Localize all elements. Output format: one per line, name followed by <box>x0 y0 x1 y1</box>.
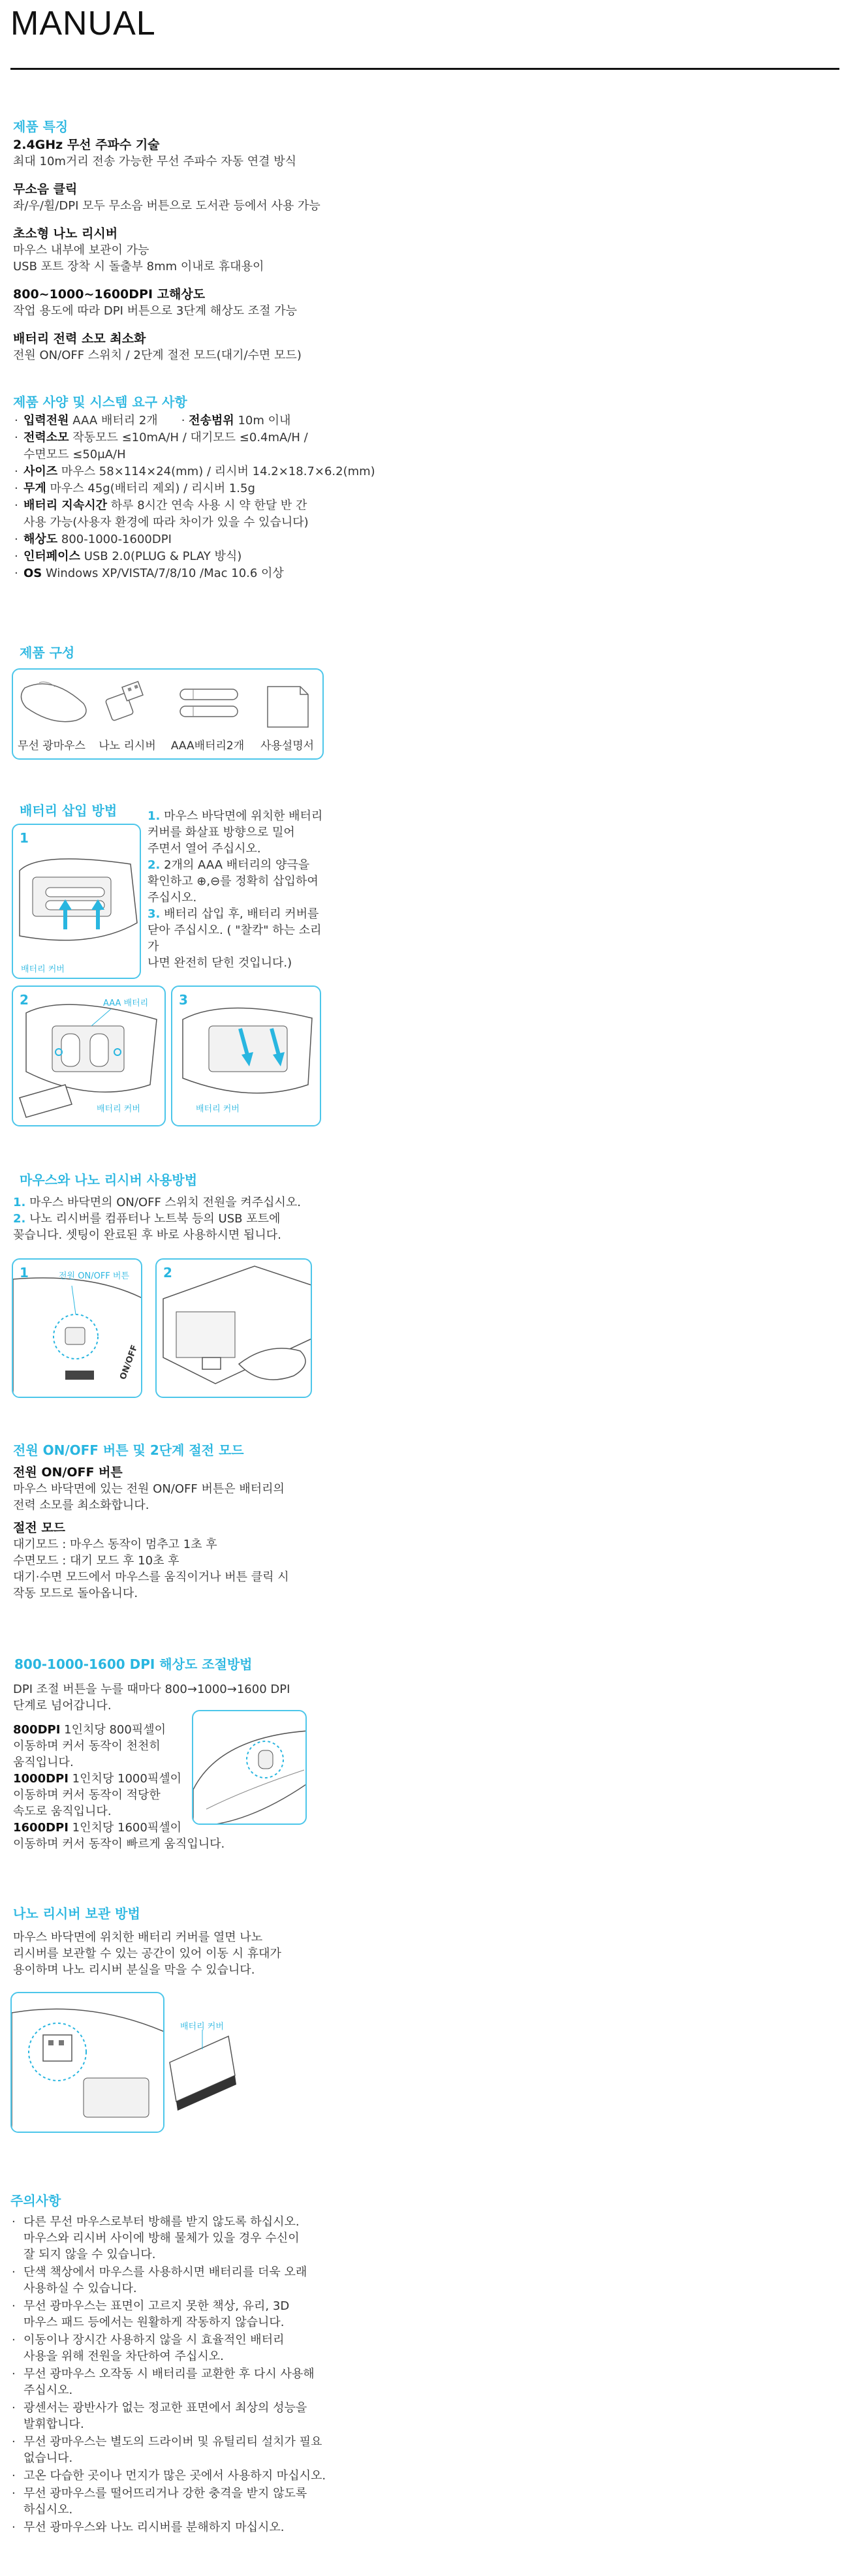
spec-key: 인터페이스 <box>23 550 80 563</box>
dpi-heading: 800-1000-1600 DPI 해상도 조절방법 <box>14 1656 253 1672</box>
dpi-key: 1600DPI <box>13 1821 69 1835</box>
caution-item: · 무선 광마우스를 떨어뜨리거나 강한 충격을 받지 않도록 하십시오. <box>9 2485 427 2518</box>
spec-val: 수면모드 ≤50μA/H <box>23 448 126 461</box>
spec-item <box>14 531 471 548</box>
component-label: 사용설명서 <box>260 739 315 753</box>
power-button-caption: 전원 ON/OFF 버튼 <box>59 1271 130 1281</box>
step-text: 나노 리시버를 컴퓨터나 노트북 등의 USB 포트에 <box>29 1212 281 1226</box>
dpi-text: 1인치당 800픽셀이 <box>64 1723 166 1737</box>
dpi-intro-line: DPI 조절 버튼을 누를 때마다 800→1000→1600 DPI <box>13 1683 290 1696</box>
spec-val: 800-1000-1600DPI <box>61 533 172 546</box>
dpi-text: 1인치당 1000픽셀이 <box>72 1772 181 1786</box>
spec-key: 사이즈 <box>23 465 58 478</box>
usage-figure-1 <box>12 1258 142 1398</box>
caution-list <box>9 2214 427 2537</box>
spec-key: 전력소모 <box>23 431 69 444</box>
caution-item: · 광센서는 광반사가 없는 정교한 표면에서 최상의 성능을 발휘합니다. <box>9 2400 427 2432</box>
feature-desc: 전원 ON/OFF 스위치 / 2단계 절전 모드(대기/수면 모드) <box>13 349 302 362</box>
caution-item: · 무선 광마우스 오작동 시 배터리를 교환한 후 다시 사용해 주십시오. <box>9 2366 427 2398</box>
feature-title: 초소형 나노 리시버 <box>13 226 118 241</box>
dpi-text: 속도로 움직입니다. <box>13 1805 112 1818</box>
power-desc: 수면모드 : 대기 모드 후 10초 후 <box>13 1554 179 1568</box>
storage-desc-line: 마우스 바닥면에 위치한 배터리 커버를 열면 나노 <box>13 1931 263 1944</box>
spec-val: 마우스 45g(배터리 제외) / 리시버 1.5g <box>50 482 255 495</box>
receiver-storage-illustration <box>12 1993 164 2133</box>
spec-val: USB 2.0(PLUG & PLAY 방식) <box>84 550 242 563</box>
step-number: 1. <box>13 1196 26 1209</box>
usage-figure-2 <box>155 1258 312 1398</box>
feature-title: 2.4GHz 무선 주파수 기술 <box>13 138 160 152</box>
title-divider <box>10 68 839 70</box>
battery-close-illustration <box>172 987 321 1126</box>
step-text: 배터리 삽입 후, 배터리 커버를 <box>164 907 319 921</box>
caution-item: · 고온 다습한 곳이나 먼지가 많은 곳에서 사용하지 마십시오. <box>9 2468 427 2484</box>
figure-number: 2 <box>20 992 29 1008</box>
step-text: 확인하고 ⊕,⊖를 정확히 삽입하여 <box>148 875 319 888</box>
power-desc: 마우스 바닥면에 있는 전원 ON/OFF 버튼은 배터리의 <box>13 1482 285 1496</box>
caution-item: · 무선 광마우스는 별도의 드라이버 및 유틸리티 설치가 필요 없습니다. <box>9 2434 427 2466</box>
dpi-text: 움직입니다. <box>13 1756 74 1769</box>
step-text: 주십시오. <box>148 891 197 905</box>
components-heading: 제품 구성 <box>20 645 75 660</box>
spec-item: · 입력전원 AAA 배터리 2개 · 전송범위 10m 이내 <box>14 412 471 429</box>
figure-number: 1 <box>20 830 29 846</box>
power-sub-title: 전원 ON/OFF 버튼 <box>13 1465 123 1480</box>
battery-heading: 배터리 삽입 방법 <box>20 803 117 818</box>
power-heading: 전원 ON/OFF 버튼 및 2단계 절전 모드 <box>13 1442 244 1458</box>
caution-item: · 다른 무선 마우스로부터 방해를 받지 않도록 하십시오. 마우스와 리시버 사이에 방해 물체가 있을 경우 수신이 잘 되지 않을 수 있습니다. <box>9 2214 427 2263</box>
feature-desc: USB 포트 장착 시 돌출부 8mm 이내로 휴대용이 <box>13 260 264 273</box>
step-text: 마우스 바닥면의 ON/OFF 스위치 전원을 켜주십시오. <box>29 1196 301 1209</box>
aaa-battery-caption: AAA 배터리 <box>103 999 149 1008</box>
spec-key: 전송범위 <box>189 414 234 427</box>
dpi-text: 1인치당 1600픽셀이 <box>72 1821 181 1835</box>
power-sub-title: 절전 모드 <box>13 1521 66 1535</box>
spec-item <box>14 480 471 497</box>
dpi-key: 800DPI <box>13 1723 61 1737</box>
dpi-figure <box>192 1710 307 1825</box>
dpi-text: 이동하며 커서 동작이 빠르게 움직입니다. <box>13 1837 225 1851</box>
feature-desc: 좌/우/휠/DPI 모두 무소음 버튼으로 도서관 등에서 사용 가능 <box>13 199 320 213</box>
battery-figure-2 <box>12 985 166 1126</box>
step-number: 2. <box>13 1212 26 1226</box>
caution-item: · 이동이나 장시간 사용하지 않을 시 효율적인 배터리 사용을 위해 전원을 차단하여 주십시오. <box>9 2332 427 2365</box>
power-desc: 작동 모드로 돌아옵니다. <box>13 1587 138 1600</box>
storage-figure <box>10 1992 164 2133</box>
storage-desc-line: 용이하며 나노 리시버 분실을 막을 수 있습니다. <box>13 1963 255 1977</box>
step-text: 꽂습니다. 셋팅이 완료된 후 바로 사용하시면 됩니다. <box>13 1228 281 1242</box>
storage-desc <box>13 1929 352 1978</box>
battery-open-illustration <box>13 825 141 979</box>
battery-cover-caption: 배터리 커버 <box>180 2022 224 2032</box>
feature-title: 800~1000~1600DPI 고해상도 <box>13 287 206 302</box>
power-desc: 대기·수면 모드에서 마우스를 움직이거나 버튼 클릭 시 <box>13 1570 289 1584</box>
dpi-text: 이동하며 커서 동작이 적당한 <box>13 1788 161 1802</box>
step-number: 1. <box>148 809 161 823</box>
battery-cover-caption: 배터리 커버 <box>196 1104 240 1114</box>
spec-key: 입력전원 <box>23 414 69 427</box>
storage-desc-line: 리시버를 보관할 수 있는 공간이 있어 이동 시 휴대가 <box>13 1947 281 1961</box>
usage-heading: 마우스와 나노 리시버 사용방법 <box>20 1172 198 1188</box>
feature-desc: 최대 10m거리 전송 가능한 무선 주파수 자동 연결 방식 <box>13 155 296 168</box>
specs-list <box>14 412 471 582</box>
component-label: 나노 리시버 <box>99 739 156 753</box>
dpi-text: 이동하며 커서 동작이 천천히 <box>13 1739 161 1753</box>
dpi-mouse-illustration <box>193 1711 307 1825</box>
caution-item: · 단색 책상에서 마우스를 사용하시면 배터리를 더욱 오래 사용하실 수 있습니다. <box>9 2264 427 2297</box>
battery-figure-3 <box>171 985 321 1126</box>
spec-item <box>14 565 471 582</box>
power-section <box>13 1465 470 1602</box>
page-title: MANUAL <box>10 5 156 42</box>
dpi-intro <box>13 1681 326 1714</box>
feature-title: 무소음 클릭 <box>13 182 78 196</box>
spec-item <box>14 463 471 480</box>
step-text: 마우스 바닥면에 위치한 배터리 <box>164 809 323 823</box>
spec-key: 해상도 <box>23 533 58 546</box>
dpi-key: 1000DPI <box>13 1772 69 1786</box>
figure-number: 1 <box>20 1265 29 1280</box>
step-text: 2개의 AAA 배터리의 양극을 <box>164 858 310 872</box>
components-box <box>12 668 324 760</box>
caution-heading: 주의사항 <box>10 2193 61 2209</box>
spec-val: Windows XP/VISTA/7/8/10 /Mac 10.6 이상 <box>46 566 284 580</box>
power-desc: 전력 소모를 최소화합니다. <box>13 1498 149 1512</box>
spec-val: 하루 8시간 연속 사용 시 약 한달 반 간 <box>110 499 307 512</box>
dpi-intro-line: 단계로 넘어갑니다. <box>13 1699 112 1713</box>
feature-desc: 마우스 내부에 보관이 가능 <box>13 243 149 257</box>
spec-val: AAA 배터리 2개 <box>72 414 158 427</box>
step-text: 나면 완전히 닫힌 것입니다.) <box>148 956 292 970</box>
figure-number: 3 <box>179 992 188 1008</box>
spec-val: 사용 가능(사용자 환경에 따라 차이가 있을 수 있습니다) <box>23 516 309 529</box>
spec-item <box>14 429 471 463</box>
power-desc: 대기모드 : 마우스 동작이 멈추고 1초 후 <box>13 1538 217 1551</box>
spec-key: 배터리 지속시간 <box>23 499 107 512</box>
onoff-label: ON/OFF <box>118 1343 140 1382</box>
figure-number: 2 <box>163 1265 172 1280</box>
features-list <box>13 137 470 364</box>
step-text: 닫아 주십시오. ( "찰칵" 하는 소리가 <box>148 923 322 954</box>
battery-steps <box>148 808 330 971</box>
step-number: 3. <box>148 907 161 921</box>
features-heading: 제품 특징 <box>13 119 69 134</box>
spec-val: 마우스 58×114×24(mm) / 리시버 14.2×18.7×6.2(mm) <box>61 465 375 478</box>
battery-figure-1 <box>12 824 141 979</box>
step-text: 주면서 열어 주십시오. <box>148 842 261 856</box>
step-text: 커버를 화살표 방향으로 밀어 <box>148 826 295 839</box>
feature-title: 배터리 전력 소모 최소화 <box>13 332 146 346</box>
caution-item: · 무선 광마우스와 나노 리시버를 분해하지 마십시오. <box>9 2519 427 2536</box>
caution-item: · 무선 광마우스는 표면이 고르지 못한 책상, 유리, 3D 마우스 패드 등에서는 원활하게 작동하지 않습니다. <box>9 2298 427 2331</box>
usage-steps <box>13 1194 470 1243</box>
specs-heading: 제품 사양 및 시스템 요구 사항 <box>13 394 187 410</box>
component-label: AAA배터리2개 <box>170 739 245 753</box>
spec-val: 10m 이내 <box>238 414 291 427</box>
component-label: 무선 광마우스 <box>18 739 86 753</box>
storage-heading: 나노 리시버 보관 방법 <box>13 1906 140 1921</box>
laptop-usb-illustration <box>157 1260 312 1398</box>
step-number: 2. <box>148 858 161 872</box>
battery-cover-caption: 배터리 커버 <box>97 1104 140 1114</box>
spec-val: 작동모드 ≤10mA/H / 대기모드 ≤0.4mA/H / <box>72 431 308 444</box>
battery-cover-caption: 배터리 커버 <box>21 965 65 974</box>
storage-cover-illustration <box>144 2017 242 2134</box>
spec-key: 무게 <box>23 482 46 495</box>
spec-item <box>14 497 471 531</box>
spec-key: OS <box>23 566 42 580</box>
feature-desc: 작업 용도에 따라 DPI 버튼으로 3단계 해상도 조절 가능 <box>13 304 298 318</box>
spec-item <box>14 548 471 565</box>
